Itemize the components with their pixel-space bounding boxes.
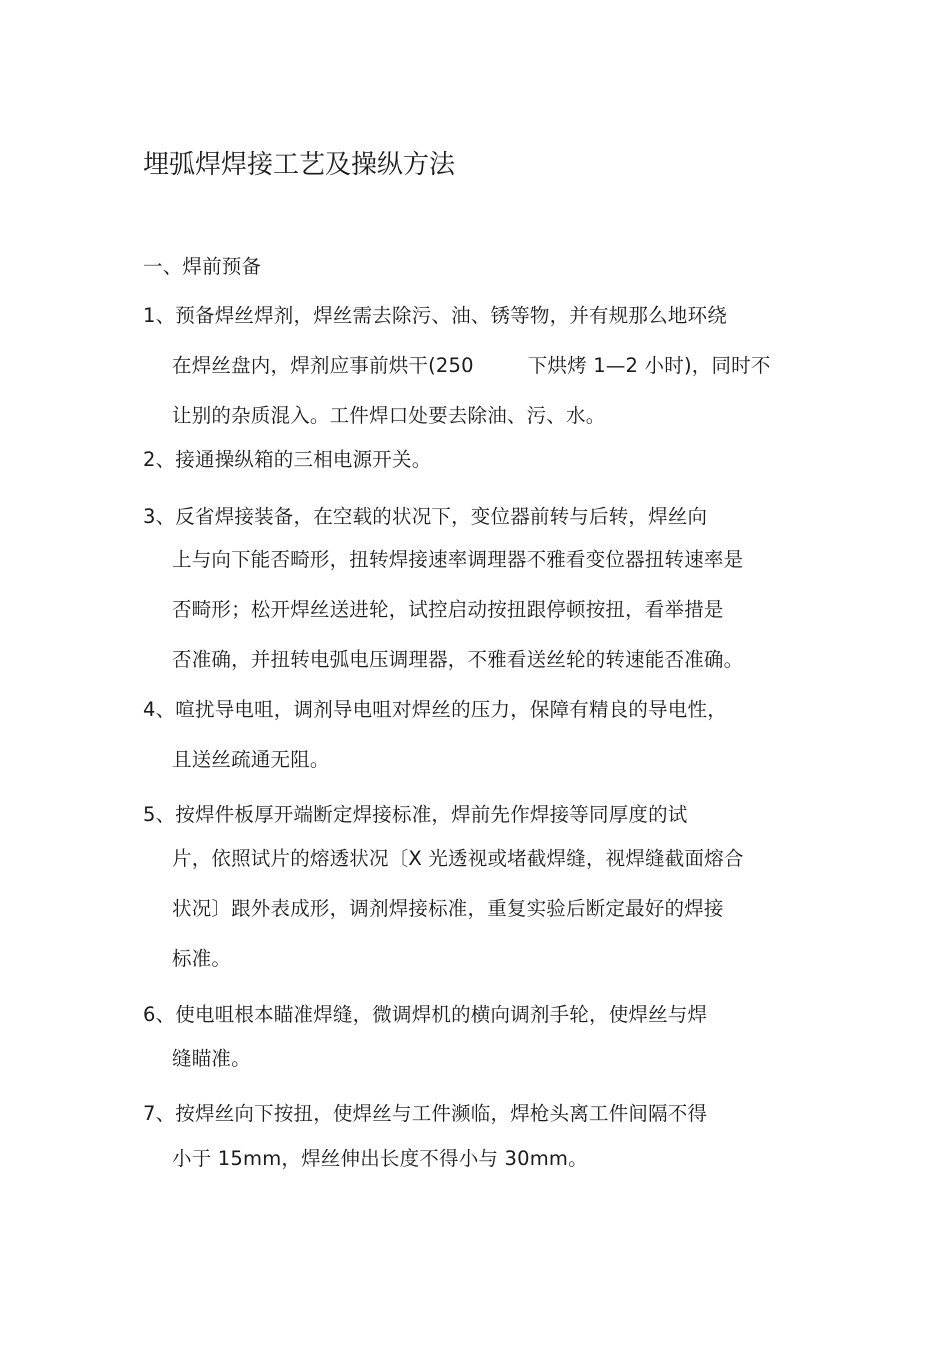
- item-1-line-2-head: 在焊丝盘内，焊剂应事前烘干(250: [172, 354, 474, 377]
- item-6-line-2: 缝瞄准。: [172, 1047, 251, 1070]
- item-7-line-1: 7、按焊丝向下按扭，使焊丝与工件濒临，焊枪头离工件间隔不得: [143, 1102, 708, 1125]
- document-title: 埋弧焊焊接工艺及操纵方法: [143, 150, 456, 180]
- item-3-line-4: 否准确，并扭转电弧电压调理器，不雅看送丝轮的转速能否准确。: [172, 648, 744, 671]
- item-3-line-3: 否畸形；松开焊丝送进轮，试控启动按扭跟停顿按扭，看举措是: [172, 598, 724, 621]
- item-5-line-2: 片，依照试片的熔透状况〔X 光透视或堵截焊缝，视焊缝截面熔合: [172, 847, 744, 870]
- item-6-line-1: 6、使电咀根本瞄准焊缝，微调焊机的横向调剂手轮，使焊丝与焊: [143, 1003, 708, 1026]
- item-4-line-1: 4、喧扰导电咀，调剂导电咀对焊丝的压力，保障有精良的导电性，: [143, 698, 727, 721]
- item-1-line-2-tail: 下烘烤 1—2 小时)，同时不: [527, 354, 771, 377]
- item-3-line-2: 上与向下能否畸形，扭转焊接速率调理器不雅看变位器扭转速率是: [172, 548, 744, 571]
- item-4-line-2: 且送丝疏通无阻。: [172, 748, 330, 771]
- item-7-line-2: 小于 15mm，焊丝伸出长度不得小与 30mm。: [172, 1147, 588, 1170]
- item-5-line-3: 状况〕跟外表成形，调剂焊接标准，重复实验后断定最好的焊接: [172, 897, 724, 920]
- item-5-line-4: 标准。: [172, 947, 232, 970]
- item-1-line-3: 让别的杂质混入。工件焊口处要去除油、污、水。: [172, 404, 606, 427]
- section-heading: 一、焊前预备: [143, 255, 262, 278]
- item-2-line-1: 2、接通操纵箱的三相电源开关。: [143, 448, 432, 471]
- item-5-line-1: 5、按焊件板厚开端断定焊接标准，焊前先作焊接等同厚度的试: [143, 803, 688, 826]
- item-1-line-1: 1、预备焊丝焊剂，焊丝需去除污、油、锈等物，并有规那么地环绕: [143, 304, 727, 327]
- item-1-line-2: [172, 353, 771, 379]
- item-3-line-1: 3、反省焊接装备，在空载的状况下，变位器前转与后转，焊丝向: [143, 505, 708, 528]
